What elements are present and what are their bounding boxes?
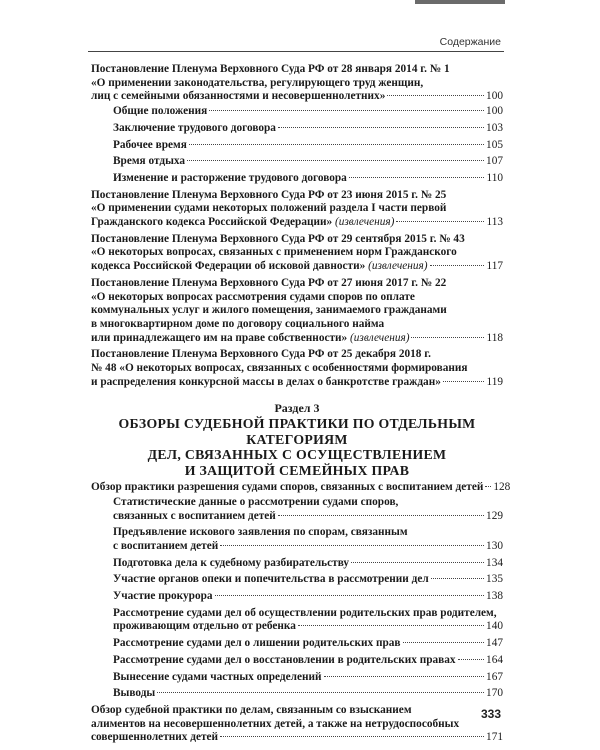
toc-entry-text-main: Подготовка дела к судебному разбирательству: [113, 556, 350, 569]
toc-subentry: [113, 654, 503, 668]
toc-entry-text-main: Рабочее время: [113, 138, 187, 151]
toc-entry-text-main: Гражданского кодекса Российской Федерации»: [91, 216, 335, 229]
toc-page-number: 105: [486, 138, 503, 151]
toc-entry-text-main: Участие органов опеки и попечительства в рассмотрении дел: [113, 573, 429, 586]
toc-entry-line: Статистические данные о рассмотрении судами споров,: [113, 495, 399, 508]
toc-entry-text: [113, 671, 322, 685]
toc-entry-line: Постановление Пленума Верховного Суда РФ от 25 декабря 2018 г.: [91, 348, 431, 361]
toc-entry-text: [113, 654, 456, 668]
toc-entry-last-line: [113, 687, 503, 701]
toc-entry: [91, 233, 503, 274]
dot-leader: [187, 160, 484, 161]
header-rule: [88, 51, 504, 52]
dot-leader: [189, 144, 484, 145]
toc-subentry: [113, 155, 503, 169]
toc-entry-text-main: Вынесение судами частных определений: [113, 670, 322, 683]
toc-entry-last-line: [113, 637, 503, 651]
dot-leader: [430, 265, 485, 266]
dot-leader: [396, 221, 484, 222]
toc-subentry: [113, 496, 503, 523]
toc-page-number: 135: [486, 573, 503, 586]
toc-entry-text-main: Общие положения: [113, 105, 208, 118]
dot-leader: [220, 545, 484, 546]
toc-entry-text-main: Участие прокурора: [113, 590, 213, 603]
toc-page-number: 167: [486, 670, 503, 683]
toc-entry-last-line: [113, 139, 503, 153]
toc-subentry: [113, 671, 503, 685]
dot-leader: [351, 562, 484, 563]
toc-entry-line: алиментов на несовершеннолетних детей, а также на нетрудоспособных: [91, 717, 460, 730]
dot-leader: [411, 337, 484, 338]
toc-subentry: [113, 637, 503, 651]
toc-entry: [91, 481, 511, 701]
toc-entry-text: [113, 139, 187, 153]
toc-entry-text-main: Рассмотрение судами дел о лишении родительских прав: [113, 637, 401, 650]
table-of-contents: [91, 63, 511, 748]
toc-entry: [91, 348, 503, 389]
toc-subentry: [113, 607, 503, 634]
toc-entry-last-line: [113, 155, 503, 169]
dot-leader: [215, 595, 485, 596]
top-edge-bar: [415, 0, 505, 4]
dot-leader: [485, 486, 491, 487]
toc-entries-section-2: [91, 63, 503, 389]
toc-entry-text-main: Время отдыха: [113, 155, 186, 168]
dot-leader: [157, 692, 484, 693]
toc-page-number: 164: [486, 653, 503, 666]
toc-entry-text-main: Заключение трудового договора: [113, 121, 276, 134]
toc-entry-text-main: проживающим отдельно от ребенка: [113, 620, 296, 633]
toc-page-number: 100: [486, 105, 503, 118]
toc-entry-text: [113, 540, 218, 554]
dot-leader: [278, 515, 484, 516]
dot-leader: [403, 642, 485, 643]
toc-page-number: 107: [486, 155, 503, 168]
toc-entry-line: Обзор судебной практики по делам, связанным со взысканием: [91, 703, 412, 716]
toc-entry-line: Постановление Пленума Верховного Суда РФ от 23 июня 2015 г. № 25: [91, 188, 447, 201]
dot-leader: [431, 578, 484, 579]
dot-leader: [458, 659, 484, 660]
toc-entry-text-main: и распределения конкурсной массы в делах о банкротстве граждан»: [91, 375, 441, 388]
toc-entry-line: в многоквартирном доме по договору социального найма: [91, 317, 385, 330]
toc-entry-last-line: [113, 122, 503, 136]
toc-page-number: 129: [486, 509, 503, 522]
section-title-line: ДЕЛ, СВЯЗАННЫХ С ОСУЩЕСТВЛЕНИЕМ: [147, 447, 447, 463]
toc-entry-text-main: кодекса Российской Федерации об исковой давности»: [91, 260, 369, 273]
toc-entry-text: [91, 376, 441, 390]
section-title: [91, 416, 503, 478]
toc-subentry: [113, 687, 503, 701]
toc-entry-last-line: [113, 540, 503, 554]
toc-entry-last-line: [113, 654, 503, 668]
toc-entry-text: [113, 620, 296, 634]
toc-page-number: 147: [486, 637, 503, 650]
toc-entry-text-main: совершеннолетних детей: [91, 731, 219, 744]
toc-entry-text: [91, 332, 409, 346]
toc-entry-text-main: Изменение и расторжение трудового договора: [113, 171, 347, 184]
dot-leader: [324, 676, 485, 677]
toc-entry-line: «О применении законодательства, регулирующего труд женщин,: [91, 76, 424, 89]
toc-subentry: [113, 557, 503, 571]
toc-entry-text: [113, 122, 276, 136]
toc-entry: [91, 63, 503, 186]
toc-page-number: 110: [486, 171, 503, 184]
toc-entry-line: «О некоторых вопросах рассмотрения судами споров по оплате: [91, 290, 415, 303]
toc-entry-last-line: [91, 481, 511, 495]
toc-entry-line: Постановление Пленума Верховного Суда РФ от 27 июня 2017 г. № 22: [91, 276, 447, 289]
toc-subentries: [91, 496, 503, 701]
toc-subentry: [113, 172, 503, 186]
toc-entry: [91, 704, 503, 745]
toc-entry-text-main: Выводы: [113, 687, 156, 700]
toc-entry-last-line: [113, 590, 503, 604]
toc-entry-text: [113, 590, 213, 604]
toc-page-number: 138: [486, 590, 503, 603]
toc-page-number: 170: [486, 687, 503, 700]
toc-entry-text-main: или принадлежащего им на праве собственности»: [91, 331, 351, 344]
toc-subentry: [113, 526, 503, 553]
toc-entry-line: Рассмотрение судами дел об осуществлении родительских прав родителем,: [113, 606, 497, 619]
section-title-line: И ЗАЩИТОЙ СЕМЕЙНЫХ ПРАВ: [184, 462, 410, 478]
toc-page-number: 100: [486, 90, 503, 103]
toc-page-number: 118: [486, 331, 503, 344]
toc-entry-text: [91, 90, 385, 104]
toc-entry-last-line: [91, 332, 503, 346]
toc-entry-line: «О некоторых вопросах, связанных с применением норм Гражданского: [91, 246, 457, 259]
running-header-title: Содержание: [439, 36, 501, 48]
toc-page-number: 117: [486, 260, 503, 273]
toc-entry-text-main: связанных с воспитанием детей: [113, 509, 276, 522]
toc-entry-last-line: [91, 90, 503, 104]
toc-entry: [91, 189, 503, 230]
toc-page-number: 103: [486, 121, 503, 134]
dot-leader: [220, 736, 484, 737]
toc-entry-note: (извлечения): [350, 331, 410, 344]
toc-page-number: 171: [486, 731, 503, 744]
toc-entry-last-line: [113, 620, 503, 634]
toc-subentry: [113, 122, 503, 136]
dot-leader: [349, 177, 485, 178]
toc-entry-text: [91, 731, 218, 745]
section-number: Раздел 3: [274, 401, 320, 416]
toc-entry-text: [91, 216, 394, 230]
toc-page-number: 119: [486, 375, 503, 388]
toc-entry-line: Предъявление искового заявления по спорам, связанным: [113, 526, 408, 539]
toc-subentry: [113, 105, 503, 119]
toc-entry-note: (извлечения): [368, 260, 428, 273]
dot-leader: [209, 110, 484, 111]
toc-entry-text: [113, 510, 276, 524]
toc-subentry: [113, 590, 503, 604]
toc-entry-last-line: [113, 671, 503, 685]
section-title-line: ОБЗОРЫ СУДЕБНОЙ ПРАКТИКИ ПО ОТДЕЛЬНЫМ КАТЕГОРИЯМ: [118, 416, 476, 447]
toc-entry-text-main: Рассмотрение судами дел о восстановлении в родительских правах: [113, 653, 456, 666]
toc-entry-text: [91, 481, 483, 495]
toc-entry-text: [113, 155, 185, 169]
dot-leader: [387, 95, 484, 96]
toc-entry-last-line: [91, 216, 503, 230]
toc-entry-line: № 48 «О некоторых вопросах, связанных с особенностями формирования: [91, 362, 468, 375]
toc-page-number: 140: [486, 620, 503, 633]
toc-entry-text-main: с воспитанием детей: [113, 539, 219, 552]
toc-entry-line: Постановление Пленума Верховного Суда РФ от 28 января 2014 г. № 1: [91, 63, 450, 75]
toc-page-number: 130: [486, 539, 503, 552]
toc-entry-last-line: [91, 376, 503, 390]
toc-subentries: [91, 105, 503, 186]
toc-entry-last-line: [91, 731, 503, 745]
toc-entry-last-line: [113, 510, 503, 524]
toc-entry-text: [113, 687, 155, 701]
toc-subentry: [113, 573, 503, 587]
toc-entry-last-line: [91, 260, 503, 274]
dot-leader: [443, 381, 485, 382]
toc-entry-text: [113, 573, 429, 587]
toc-entry-text: [91, 260, 428, 274]
toc-page-number: 113: [486, 216, 503, 229]
toc-entry-text: [113, 105, 207, 119]
toc-entry-note: (извлечения): [334, 216, 395, 229]
toc-entry-text: [113, 172, 347, 186]
toc-entry-last-line: [113, 105, 503, 119]
toc-entry-text-main: Обзор практики разрешения судами споров, связанных с воспитанием детей: [91, 481, 484, 494]
toc-entry-last-line: [113, 573, 503, 587]
toc-entry-line: Постановление Пленума Верховного Суда РФ от 29 сентября 2015 г. № 43: [91, 232, 465, 245]
page-number: 333: [480, 707, 501, 721]
toc-entry-last-line: [113, 557, 503, 571]
toc-entry-text: [113, 637, 401, 651]
toc-entry-last-line: [113, 172, 503, 186]
toc-entries-section-3: [91, 481, 511, 745]
toc-entry-text-main: лиц с семейными обязанностями и несовершеннолетних»: [91, 90, 386, 103]
section-heading: [91, 401, 503, 478]
toc-entry: [91, 277, 503, 346]
dot-leader: [278, 127, 484, 128]
toc-page-number: 134: [486, 556, 503, 569]
toc-entry-line: коммунальных услуг и жилого помещения, занимаемого гражданами: [91, 304, 447, 317]
toc-page-number: 128: [493, 481, 511, 494]
toc-subentry: [113, 139, 503, 153]
toc-entry-text: [113, 557, 349, 571]
dot-leader: [298, 625, 484, 626]
toc-entry-line: «О применении судами некоторых положений раздела I части первой: [91, 202, 447, 215]
